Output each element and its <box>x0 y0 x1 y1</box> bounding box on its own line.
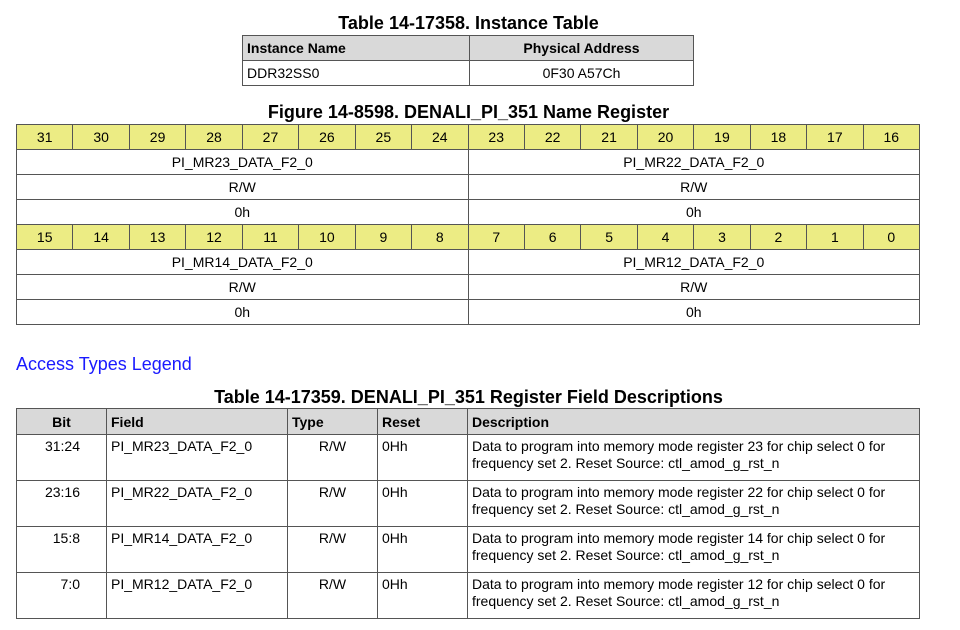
reset-cell: 0Hh <box>378 481 468 527</box>
field-reset: 0h <box>17 300 469 325</box>
reset-header: Reset <box>378 409 468 435</box>
field-cell: PI_MR23_DATA_F2_0 <box>107 435 288 481</box>
bit-number: 11 <box>242 225 298 250</box>
bit-number: 30 <box>73 125 129 150</box>
bit-number: 20 <box>637 125 693 150</box>
description-cell: Data to program into memory mode register 23 for chip select 0 for frequency set 2. Reset Source: ctl_amod_g_rst_n <box>468 435 920 481</box>
reset-row-lower <box>17 300 920 325</box>
reset-cell: 0Hh <box>378 435 468 481</box>
field-reset: 0h <box>468 300 920 325</box>
field-name-row-upper <box>17 150 920 175</box>
bit-number: 0 <box>863 225 919 250</box>
type-cell: R/W <box>288 573 378 619</box>
bit-number: 26 <box>299 125 355 150</box>
description-cell: Data to program into memory mode register 14 for chip select 0 for frequency set 2. Reset Source: ctl_amod_g_rst_n <box>468 527 920 573</box>
bit-number: 13 <box>129 225 185 250</box>
bit-number: 27 <box>242 125 298 150</box>
bit-number: 31 <box>17 125 73 150</box>
field-access: R/W <box>468 275 920 300</box>
field-descriptions-table <box>16 408 920 619</box>
bit-number-row-lower <box>17 225 920 250</box>
instance-name-header: Instance Name <box>243 36 470 61</box>
bit-number: 10 <box>299 225 355 250</box>
physical-address-cell: 0F30 A57Ch <box>470 61 694 86</box>
instance-table-title: Table 14-17358. Instance Table <box>338 13 599 33</box>
bit-number: 3 <box>694 225 750 250</box>
bit-number: 12 <box>186 225 242 250</box>
bit-number: 5 <box>581 225 637 250</box>
field-name: PI_MR22_DATA_F2_0 <box>468 150 920 175</box>
register-figure-title: Figure 14-8598. DENALI_PI_351 Name Register <box>267 102 670 122</box>
field-name: PI_MR23_DATA_F2_0 <box>17 150 469 175</box>
bit-cell: 7:0 <box>17 573 107 619</box>
type-header: Type <box>288 409 378 435</box>
type-cell: R/W <box>288 435 378 481</box>
field-descriptions-title: Table 14-17359. DENALI_PI_351 Register Field Descriptions <box>214 387 723 407</box>
bit-number: 22 <box>524 125 580 150</box>
bit-number: 6 <box>524 225 580 250</box>
type-cell: R/W <box>288 481 378 527</box>
type-cell: R/W <box>288 527 378 573</box>
bit-number: 23 <box>468 125 524 150</box>
description-cell: Data to program into memory mode register 22 for chip select 0 for frequency set 2. Reset Source: ctl_amod_g_rst_n <box>468 481 920 527</box>
table-row <box>17 573 920 619</box>
physical-address-header: Physical Address <box>470 36 694 61</box>
instance-table <box>242 35 694 86</box>
description-cell: Data to program into memory mode register 12 for chip select 0 for frequency set 2. Reset Source: ctl_amod_g_rst_n <box>468 573 920 619</box>
description-header: Description <box>468 409 920 435</box>
reset-cell: 0Hh <box>378 573 468 619</box>
access-row-upper <box>17 175 920 200</box>
table-row <box>17 481 920 527</box>
instance-name-cell: DDR32SS0 <box>243 61 470 86</box>
bit-number-row-upper <box>17 125 920 150</box>
bit-number: 9 <box>355 225 411 250</box>
bit-number: 16 <box>863 125 919 150</box>
table-row <box>17 527 920 573</box>
bit-number: 8 <box>412 225 468 250</box>
reset-cell: 0Hh <box>378 527 468 573</box>
bit-number: 1 <box>807 225 863 250</box>
table-row <box>17 435 920 481</box>
field-name: PI_MR14_DATA_F2_0 <box>17 250 469 275</box>
field-cell: PI_MR14_DATA_F2_0 <box>107 527 288 573</box>
bit-cell: 23:16 <box>17 481 107 527</box>
field-access: R/W <box>17 275 469 300</box>
access-types-legend-link[interactable]: Access Types Legend <box>16 354 192 374</box>
bit-number: 25 <box>355 125 411 150</box>
bit-number: 18 <box>750 125 806 150</box>
bit-number: 19 <box>694 125 750 150</box>
bit-cell: 31:24 <box>17 435 107 481</box>
bit-number: 17 <box>807 125 863 150</box>
field-cell: PI_MR22_DATA_F2_0 <box>107 481 288 527</box>
reset-row-upper <box>17 200 920 225</box>
bit-number: 14 <box>73 225 129 250</box>
bit-number: 4 <box>637 225 693 250</box>
access-row-lower <box>17 275 920 300</box>
field-cell: PI_MR12_DATA_F2_0 <box>107 573 288 619</box>
bit-cell: 15:8 <box>17 527 107 573</box>
field-access: R/W <box>17 175 469 200</box>
bit-number: 24 <box>412 125 468 150</box>
bit-number: 2 <box>750 225 806 250</box>
register-bitfield-diagram <box>16 124 920 325</box>
field-reset: 0h <box>468 200 920 225</box>
field-name-row-lower <box>17 250 920 275</box>
field-table-header-row <box>17 409 920 435</box>
bit-number: 21 <box>581 125 637 150</box>
bit-number: 28 <box>186 125 242 150</box>
bit-header: Bit <box>17 409 107 435</box>
field-access: R/W <box>468 175 920 200</box>
bit-number: 7 <box>468 225 524 250</box>
bit-number: 15 <box>17 225 73 250</box>
field-header: Field <box>107 409 288 435</box>
bit-number: 29 <box>129 125 185 150</box>
field-name: PI_MR12_DATA_F2_0 <box>468 250 920 275</box>
field-reset: 0h <box>17 200 469 225</box>
